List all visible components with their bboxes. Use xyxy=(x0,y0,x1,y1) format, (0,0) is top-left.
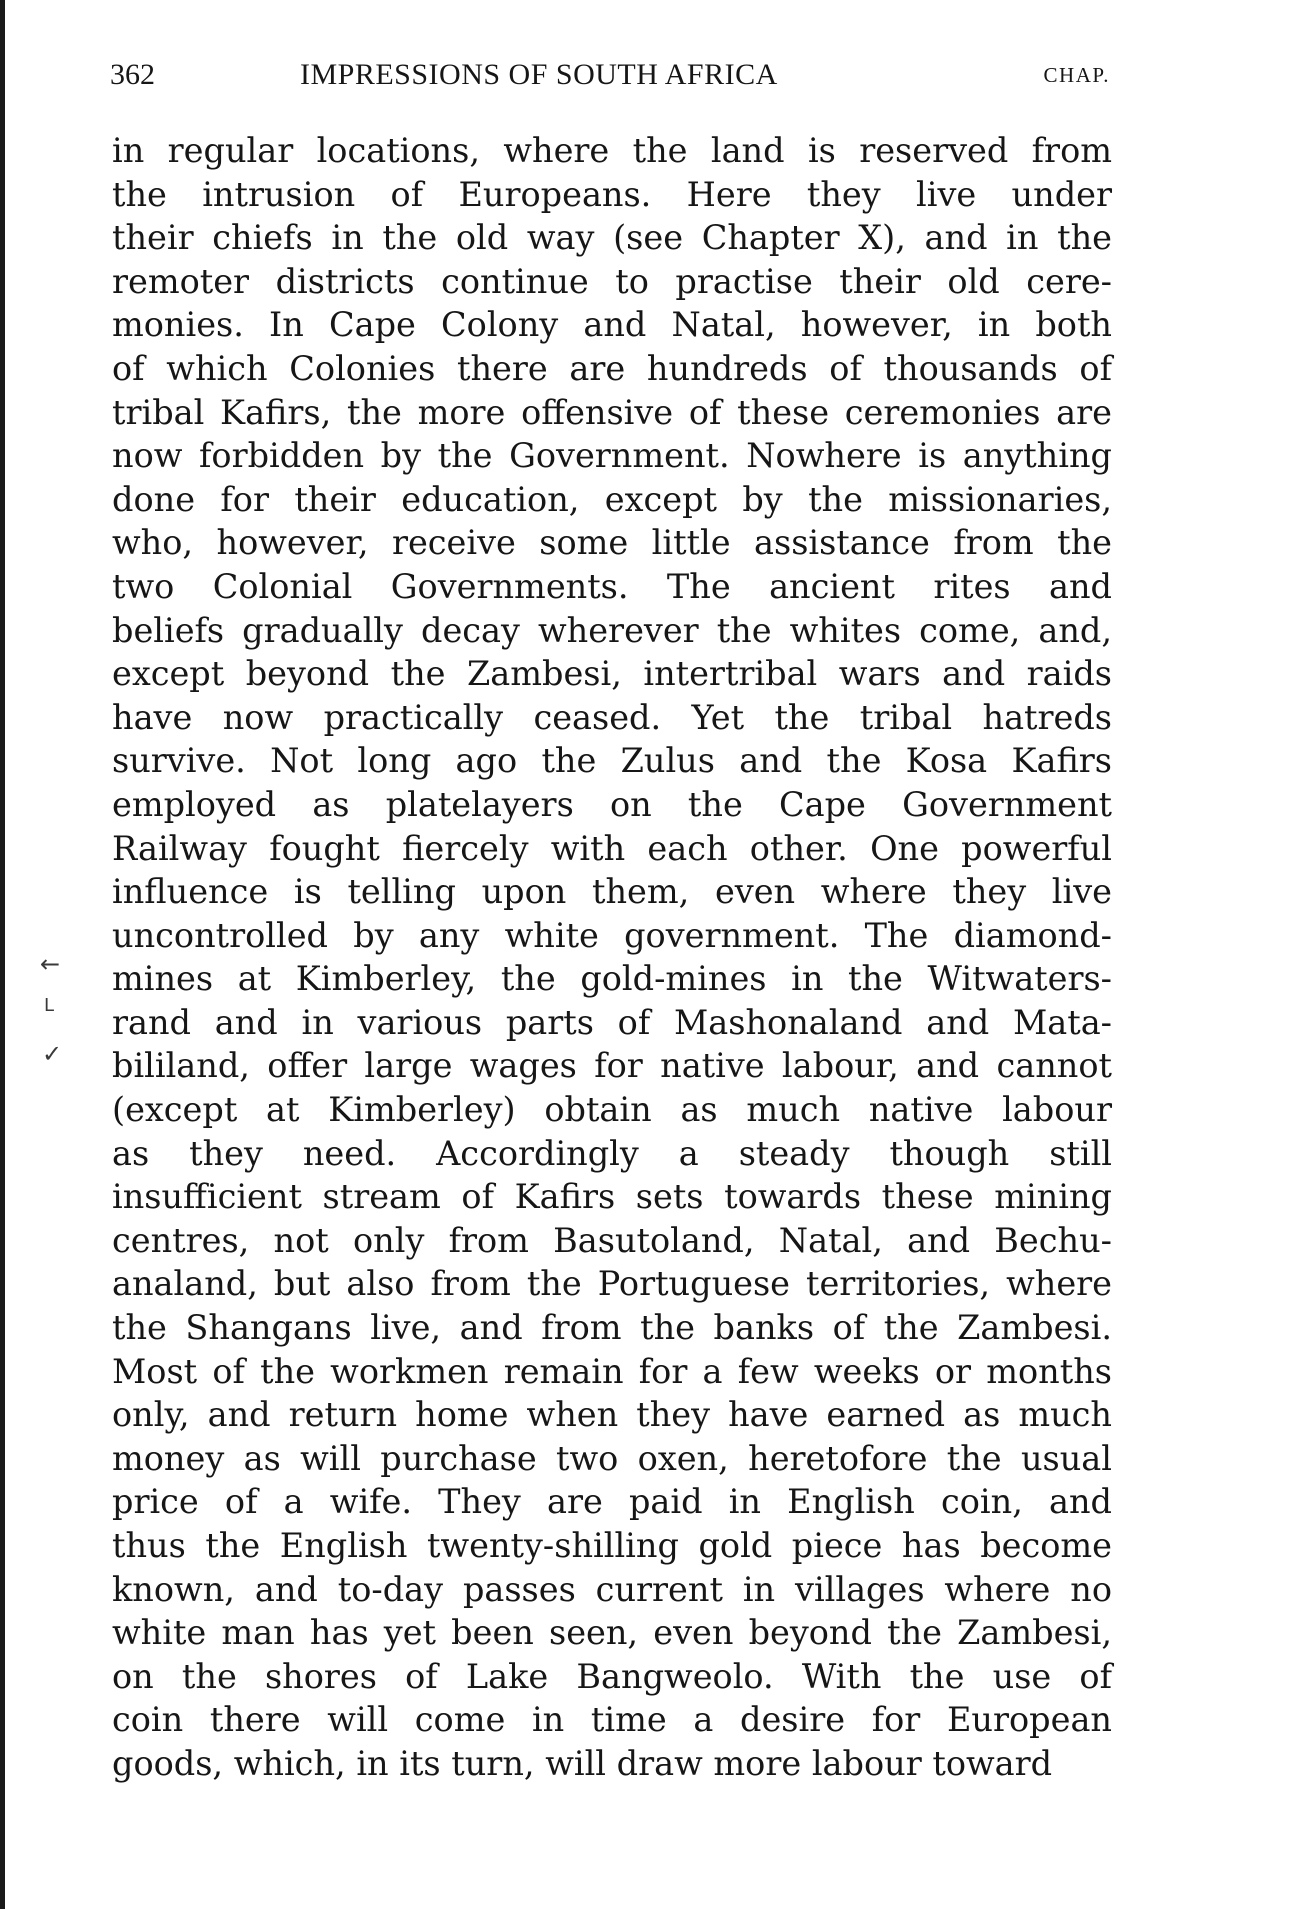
text-line: known, and to-day passes current in villages where no xyxy=(112,1569,1112,1609)
text-line: only, and return home when they have earned as much xyxy=(112,1395,1112,1435)
text-line: Most of the workmen remain for a few weeks or months xyxy=(112,1351,1112,1391)
text-line: the intrusion of Europeans. Here they live under xyxy=(112,174,1112,214)
text-line: money as will purchase two oxen, heretofore the usual xyxy=(112,1438,1112,1478)
text-line: employed as platelayers on the Cape Government xyxy=(112,784,1112,824)
page-number: 362 xyxy=(110,58,155,91)
text-line: except beyond the Zambesi, intertribal wars and raids xyxy=(112,654,1112,694)
text-line: of which Colonies there are hundreds of thousands of xyxy=(112,348,1112,388)
text-line: who, however, receive some little assistance from the xyxy=(112,523,1112,563)
text-line: two Colonial Governments. The ancient rites and xyxy=(112,566,1112,606)
text-line: as they need. Accordingly a steady though still xyxy=(112,1133,1112,1173)
text-line: done for their education, except by the missionaries, xyxy=(112,479,1112,519)
text-line: survive. Not long ago the Zulus and the Kosa Kafirs xyxy=(112,741,1112,781)
text-line: their chiefs in the old way (see Chapter X), and in the xyxy=(112,218,1112,258)
text-line: in regular locations, where the land is reserved from xyxy=(112,131,1112,170)
text-line: beliefs gradually decay wherever the whites come, and, xyxy=(112,610,1112,650)
text-line: goods, which, in its turn, will draw more labour toward xyxy=(112,1743,1053,1783)
text-line: rand and in various parts of Mashonaland and Mata- xyxy=(112,1002,1112,1042)
running-head xyxy=(110,52,1110,98)
text-line: influence is telling upon them, even where they live xyxy=(112,872,1112,912)
body-text xyxy=(112,129,1112,1849)
text-line: centres, not only from Basutoland, Natal, and Bechu- xyxy=(112,1220,1112,1260)
text-line: now forbidden by the Government. Nowhere is anything xyxy=(112,436,1112,476)
text-line: uncontrolled by any white government. The diamond- xyxy=(112,915,1112,955)
text-line: monies. In Cape Colony and Natal, however, in both xyxy=(112,305,1112,345)
text-line: thus the English twenty-shilling gold piece has become xyxy=(112,1526,1112,1565)
text-line: analand, but also from the Portuguese territories, where xyxy=(112,1264,1112,1304)
margin-annotation: L xyxy=(44,995,55,1016)
chapter-abbreviation: CHAP. xyxy=(1043,63,1110,87)
text-line: coin there will come in time a desire for European xyxy=(112,1700,1112,1740)
binding-edge xyxy=(0,0,5,1909)
text-line: have now practically ceased. Yet the tribal hatreds xyxy=(112,697,1112,737)
text-line: white man has yet been seen, even beyond the Zambesi, xyxy=(112,1613,1112,1653)
text-line: the Shangans live, and from the banks of the Zambesi. xyxy=(112,1308,1112,1348)
text-line: bililand, offer large wages for native labour, and cannot xyxy=(112,1046,1112,1086)
text-line: tribal Kafirs, the more offensive of these ceremonies are xyxy=(112,392,1112,432)
margin-annotation: ✓ xyxy=(42,1040,63,1068)
text-line: remoter districts continue to practise their old cere- xyxy=(112,261,1112,301)
text-line: mines at Kimberley, the gold-mines in the Witwaters- xyxy=(112,959,1112,999)
text-line: (except at Kimberley) obtain as much native labour xyxy=(112,1090,1112,1130)
text-line: on the shores of Lake Bangweolo. With the use of xyxy=(112,1656,1112,1696)
text-line: price of a wife. They are paid in English coin, and xyxy=(112,1482,1112,1522)
text-line: insufficient stream of Kafirs sets towards these mining xyxy=(112,1177,1112,1217)
text-line: Railway fought fiercely with each other. One powerful xyxy=(112,828,1112,868)
margin-annotation: ← xyxy=(40,950,61,978)
running-title: IMPRESSIONS OF SOUTH AFRICA xyxy=(300,58,778,91)
